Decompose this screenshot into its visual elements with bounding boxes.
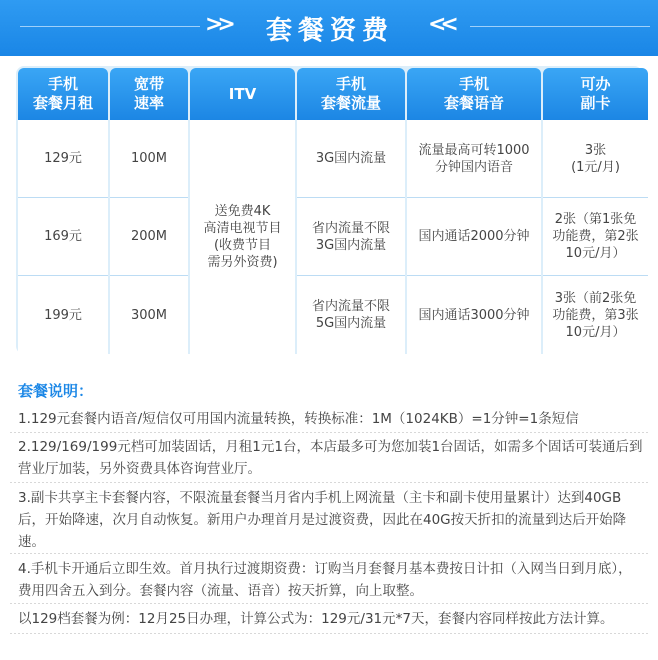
divider: [10, 603, 648, 604]
cell-traffic: 省内流量不限 3G国内流量: [297, 198, 405, 276]
header-itv: ITV: [190, 68, 295, 120]
header-rent: 手机 套餐月租: [18, 68, 108, 120]
cell-voice: 流量最高可转1000 分钟国内语音: [407, 120, 541, 198]
chevron-right-icon: >>: [205, 12, 230, 37]
header-voice: 手机 套餐语音: [407, 68, 541, 120]
plan-table: [16, 66, 642, 354]
cell-traffic: 3G国内流量: [297, 120, 405, 198]
header-speed: 宽带 速率: [110, 68, 188, 120]
divider: [10, 553, 648, 554]
note-item-4: 4.手机卡开通后立即生效。首月执行过渡期资费：订购当月套餐月基本费按日计扣（入网当日到月底），费用四舍五入到分。套餐内容（流量、语音）按天折算，向上取整。: [18, 561, 632, 599]
note-item-1: 1.129元套餐内语音/短信仅可用国内流量转换，转换标准：1M（1024KB）=1分钟=1条短信: [18, 411, 579, 427]
chevron-left-icon: <<: [428, 12, 453, 37]
note-item-3: 3.副卡共享主卡套餐内容，不限流量套餐当月省内手机上网流量（主卡和副卡使用量累计）达到40GB后，开始降速，次月自动恢复。新用户办理首月是过渡资费，因此在40G按天折扣的流量到达后开始降速。: [18, 490, 627, 550]
divider: [10, 482, 648, 483]
cell-rent: 129元: [18, 120, 108, 198]
cell-speed: 100M: [110, 120, 188, 198]
cell-voice: 国内通话3000分钟: [407, 276, 541, 354]
cell-sub-card: 3张（前2张免 功能费，第3张 10元/月）: [543, 276, 648, 354]
cell-sub-card: 3张 (1元/月): [543, 120, 648, 198]
header-banner: [0, 0, 658, 56]
cell-traffic: 省内流量不限 5G国内流量: [297, 276, 405, 354]
cell-speed: 300M: [110, 276, 188, 354]
note-item-2: 2.129/169/199元档可加装固话，月租1元1台，本店最多可为您加装1台固话，如需多个固话可装通后到营业厅加装，另外资费具体咨询营业厅。: [18, 439, 643, 477]
cell-itv: 送免费4K 高清电视节目 (收费节目 需另外资费): [190, 120, 295, 354]
cell-speed: 200M: [110, 198, 188, 276]
cell-rent: 169元: [18, 198, 108, 276]
cell-rent: 199元: [18, 276, 108, 354]
plan-table-panel: [16, 66, 642, 354]
header-traffic: 手机 套餐流量: [297, 68, 405, 120]
cell-sub-card: 2张（第1张免 功能费，第2张 10元/月）: [543, 198, 648, 276]
note-item-5: 以129档套餐为例：12月25日办理，计算公式为：129元/31元*7天，套餐内容同样按此方法计算。: [18, 611, 614, 627]
page-title: 套餐资费: [265, 16, 394, 46]
cell-voice: 国内通话2000分钟: [407, 198, 541, 276]
banner-line-right: [470, 26, 650, 27]
header-sub-card: 可办 副卡: [543, 68, 648, 120]
divider: [10, 633, 648, 634]
divider: [10, 432, 648, 433]
banner-line-left: [20, 26, 200, 27]
notes-title: 套餐说明：: [18, 382, 94, 400]
